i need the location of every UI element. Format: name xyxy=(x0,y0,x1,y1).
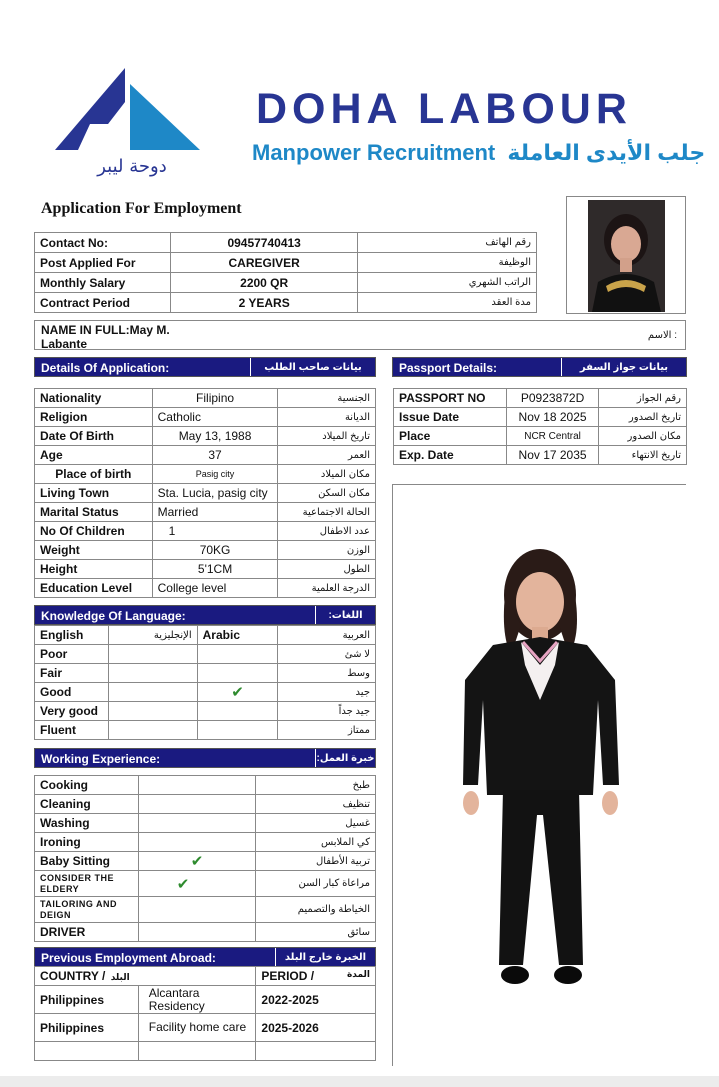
detail-value: Catholic xyxy=(152,408,278,427)
details-section-arabic: بيانات صاحب الطلب xyxy=(250,358,375,376)
detail-label: Weight xyxy=(35,541,153,560)
work-skill-arabic: كي الملابس xyxy=(256,833,376,852)
detail-label: Religion xyxy=(35,408,153,427)
detail-value: College level xyxy=(152,579,278,598)
table-row xyxy=(35,626,376,645)
contact-value: CAREGIVER xyxy=(170,253,358,273)
full-name-line1: NAME IN FULL:May M. xyxy=(41,323,170,337)
work-skill-arabic: سائق xyxy=(256,923,376,942)
passport-label: Exp. Date xyxy=(394,446,507,465)
table-row xyxy=(35,408,376,427)
detail-label: Age xyxy=(35,446,153,465)
prev-country-arabic: البلد xyxy=(110,972,130,982)
detail-label: Education Level xyxy=(35,579,153,598)
contact-label: Contract Period xyxy=(35,293,171,313)
work-skill: Washing xyxy=(35,814,139,833)
table-row xyxy=(35,427,376,446)
detail-label: Living Town xyxy=(35,484,153,503)
lang-level-arabic: جيد جداً xyxy=(278,702,376,721)
detail-value: May 13, 1988 xyxy=(152,427,278,446)
contact-table xyxy=(34,232,537,313)
table-row xyxy=(35,541,376,560)
passport-table xyxy=(393,388,687,465)
table-row xyxy=(35,986,376,1014)
passport-section-header xyxy=(392,357,687,377)
table-row xyxy=(35,522,376,541)
work-skill: TAILORING AND DEIGN xyxy=(35,897,139,923)
contact-arabic: الراتب الشهري xyxy=(358,273,537,293)
detail-label: Height xyxy=(35,560,153,579)
lang-arabic-arabic: العربية xyxy=(278,626,376,645)
table-row xyxy=(35,560,376,579)
contact-value: 09457740413 xyxy=(170,233,358,253)
detail-label: Nationality xyxy=(35,389,153,408)
detail-value: Pasig city xyxy=(152,465,278,484)
detail-value: Married xyxy=(152,503,278,522)
tagline-english: Manpower Recruitment xyxy=(252,140,496,165)
work-skill-arabic: غسيل xyxy=(256,814,376,833)
work-skill: DRIVER xyxy=(35,923,139,942)
passport-arabic: مكان الصدور xyxy=(599,427,687,446)
work-skill: CONSIDER THE ELDERY xyxy=(35,871,139,897)
detail-label: Marital Status xyxy=(35,503,153,522)
passport-value: P0923872D xyxy=(506,389,599,408)
table-row xyxy=(35,1042,376,1061)
prev-period: 2025-2026 xyxy=(256,1014,376,1042)
table-row xyxy=(394,446,687,465)
applicant-full-photo xyxy=(392,484,686,1066)
contact-arabic: الوظيفة xyxy=(358,253,537,273)
company-name: DOHA LABOUR xyxy=(256,85,632,133)
work-section-arabic: خبرة العمل: xyxy=(315,749,375,767)
table-row xyxy=(35,253,537,273)
language-section-arabic: اللغات: xyxy=(315,606,375,624)
prev-country: Philippines xyxy=(35,1014,139,1042)
contact-label: Monthly Salary xyxy=(35,273,171,293)
table-row xyxy=(35,293,537,313)
table-row xyxy=(35,446,376,465)
contact-value: 2 YEARS xyxy=(170,293,358,313)
passport-section-title: Passport Details: xyxy=(399,361,498,375)
prev-period-header: PERIOD / xyxy=(261,969,315,983)
detail-value: Filipino xyxy=(152,389,278,408)
lang-level-arabic: وسط xyxy=(278,664,376,683)
passport-label: Issue Date xyxy=(394,408,507,427)
detail-value: 1 xyxy=(152,522,278,541)
lang-level-arabic: جيد xyxy=(278,683,376,702)
lang-level: Fair xyxy=(35,664,109,683)
full-name-box xyxy=(34,320,686,350)
language-section-header xyxy=(34,605,376,625)
detail-value: 5'1CM xyxy=(152,560,278,579)
passport-value: Nov 17 2035 xyxy=(506,446,599,465)
detail-arabic: الحالة الاجتماعية xyxy=(278,503,376,522)
detail-label: Place of birth xyxy=(35,465,153,484)
contact-arabic: مدة العقد xyxy=(358,293,537,313)
prev-employment-table xyxy=(34,966,376,1061)
table-row xyxy=(35,923,376,942)
table-row xyxy=(35,795,376,814)
company-tagline xyxy=(252,140,705,166)
prev-period-arabic: المدة xyxy=(346,969,370,979)
lang-arabic-header: Arabic xyxy=(197,626,278,645)
prev-section-arabic: الخبرة خارج البلد xyxy=(275,948,375,966)
table-row xyxy=(35,389,376,408)
table-row xyxy=(35,852,376,871)
lang-level-arabic: لا شئ xyxy=(278,645,376,664)
work-section-header xyxy=(34,748,376,768)
page-title: Application For Employment xyxy=(41,200,242,217)
lang-level: Poor xyxy=(35,645,109,664)
full-name-arabic: الاسم : xyxy=(647,330,677,341)
table-row xyxy=(394,408,687,427)
detail-arabic: عدد الاطفال xyxy=(278,522,376,541)
contact-label: Post Applied For xyxy=(35,253,171,273)
work-skill: Cooking xyxy=(35,776,139,795)
table-row xyxy=(35,776,376,795)
passport-arabic: تاريخ الانتهاء xyxy=(599,446,687,465)
prev-employer: Facility home care xyxy=(138,1014,256,1042)
check-icon: ✔ xyxy=(176,875,190,893)
table-row xyxy=(35,579,376,598)
applicant-portrait xyxy=(566,196,686,314)
language-table xyxy=(34,625,376,740)
passport-value: Nov 18 2025 xyxy=(506,408,599,427)
work-skill: Ironing xyxy=(35,833,139,852)
contact-arabic: رقم الهاتف xyxy=(358,233,537,253)
detail-value: 70KG xyxy=(152,541,278,560)
lang-english-header: English xyxy=(35,626,109,645)
table-row xyxy=(394,427,687,446)
work-section-title: Working Experience: xyxy=(41,752,161,766)
table-row xyxy=(35,683,376,702)
table-row xyxy=(35,664,376,683)
table-row xyxy=(35,871,376,897)
detail-value: Sta. Lucia, pasig city xyxy=(152,484,278,503)
prev-country: Philippines xyxy=(35,986,139,1014)
detail-arabic: العمر xyxy=(278,446,376,465)
work-skill-arabic: طبخ xyxy=(256,776,376,795)
portrait-photo xyxy=(588,200,665,312)
check-icon: ✔ xyxy=(190,853,204,870)
table-row xyxy=(35,465,376,484)
table-row xyxy=(35,814,376,833)
table-row xyxy=(35,273,537,293)
table-row xyxy=(35,721,376,740)
prev-section-title: Previous Employment Abroad: xyxy=(41,951,216,965)
prev-employer: Alcantara Residency xyxy=(138,986,256,1014)
table-row xyxy=(35,645,376,664)
passport-value: NCR Central xyxy=(506,427,599,446)
table-row xyxy=(394,389,687,408)
prev-period: 2022-2025 xyxy=(256,986,376,1014)
work-skill-arabic: تربية الأطفال xyxy=(256,852,376,871)
detail-arabic: الدرجة العلمية xyxy=(278,579,376,598)
table-row xyxy=(35,702,376,721)
detail-arabic: تاريخ الميلاد xyxy=(278,427,376,446)
table-row xyxy=(35,833,376,852)
table-row xyxy=(35,897,376,923)
work-skill-arabic: الخياطة والتصميم xyxy=(256,897,376,923)
lang-level-arabic: ممتاز xyxy=(278,721,376,740)
work-skill-arabic: مراعاة كبار السن xyxy=(256,871,376,897)
work-table xyxy=(34,775,376,942)
company-logo xyxy=(50,62,210,177)
logo-arabic-text: دوحة ليبر xyxy=(97,156,167,177)
work-skill: Baby Sitting xyxy=(35,852,139,871)
check-icon: ✔ xyxy=(231,684,244,701)
contact-value: 2200 QR xyxy=(170,273,358,293)
page-bottom-edge xyxy=(0,1076,719,1087)
lang-english-arabic: الإنجليزية xyxy=(108,626,197,645)
contact-label: Contact No: xyxy=(35,233,171,253)
passport-label: Place xyxy=(394,427,507,446)
lang-level: Good xyxy=(35,683,109,702)
prev-section-header xyxy=(34,947,376,967)
details-section-title: Details Of Application: xyxy=(41,361,170,375)
prev-country-header: COUNTRY / xyxy=(40,969,106,983)
lang-level: Very good xyxy=(35,702,109,721)
lang-level: Fluent xyxy=(35,721,109,740)
table-row xyxy=(35,503,376,522)
detail-arabic: مكان الميلاد xyxy=(278,465,376,484)
table-row xyxy=(35,484,376,503)
passport-section-arabic: بيانات جواز السفر xyxy=(561,358,686,376)
passport-label: PASSPORT NO xyxy=(394,389,507,408)
detail-arabic: الجنسية xyxy=(278,389,376,408)
full-name-label xyxy=(41,323,201,351)
table-row xyxy=(35,967,376,986)
detail-label: Date Of Birth xyxy=(35,427,153,446)
detail-arabic: الديانة xyxy=(278,408,376,427)
full-name-line2: Labante xyxy=(41,337,88,351)
passport-arabic: تاريخ الصدور xyxy=(599,408,687,427)
detail-arabic: الطول xyxy=(278,560,376,579)
tagline-arabic: جلب الأيدى العاملة xyxy=(507,140,706,165)
language-section-title: Knowledge Of Language: xyxy=(41,609,186,623)
passport-arabic: رقم الجواز xyxy=(599,389,687,408)
details-table xyxy=(34,388,376,598)
table-row xyxy=(35,1014,376,1042)
detail-label: No Of Children xyxy=(35,522,153,541)
details-section-header xyxy=(34,357,376,377)
table-row xyxy=(35,233,537,253)
work-skill: Cleaning xyxy=(35,795,139,814)
work-skill-arabic: تنظيف xyxy=(256,795,376,814)
detail-value: 37 xyxy=(152,446,278,465)
detail-arabic: الوزن xyxy=(278,541,376,560)
detail-arabic: مكان السكن xyxy=(278,484,376,503)
